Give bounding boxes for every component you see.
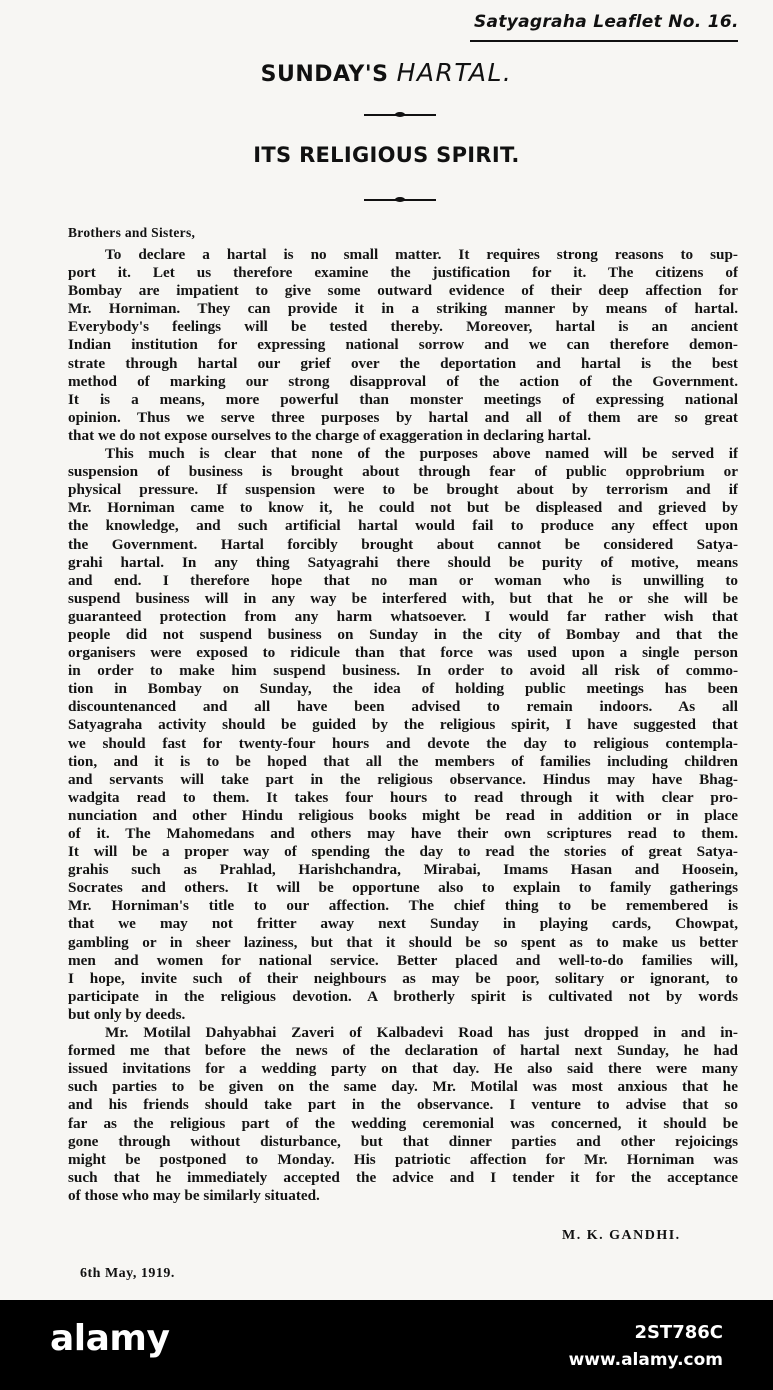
letter-line: far as the religious part of the wedding ceremonial was concerned, it should be [68, 1114, 738, 1132]
letter-line: organisers were exposed to ridicule than that force was used upon a single person [68, 644, 738, 662]
letter-line: but only by deeds. [68, 1005, 186, 1023]
letter-line: the Government. Hartal forcibly brought about cannot be considered Satya- [68, 535, 738, 553]
letter-line: suspension of business is brought about through fear of public opprobrium or [68, 463, 738, 481]
letter-line: strate through hartal our grief over the deportation and hartal is the best [68, 354, 738, 372]
letter-line: Satyagraha activity should be guided by the religious spirit, I have suggested that [68, 716, 738, 734]
letter-line: formed me that before the news of the declaration of hartal next Sunday, he had [68, 1042, 738, 1060]
alamy-logo: alamy [50, 1318, 170, 1359]
letter-line: port it. Let us therefore examine the justification for it. The citizens of [68, 264, 738, 282]
letter-line: gambling or in sheer laziness, but that it should be so spent as to make us better [68, 933, 738, 951]
letter-line: Mr. Horniman. They can provide it in a striking manner by means of hartal. [68, 300, 738, 318]
signature: M. K. GANDHI. [562, 1228, 681, 1243]
letter-line: nunciation and other Hindu religious books might be read in addition or in place [68, 806, 738, 824]
letter-line: in order to make him suspend business. In order to avoid all risk of commo- [68, 662, 738, 680]
letter-line: Everybody's feelings will be tested thereby. Moreover, hartal is an ancient [68, 318, 738, 336]
letter-line: physical pressure. If suspension were to be brought about by terrorism and if [68, 481, 738, 499]
letter-line: and servants will take part in the religious observance. Hindus may have Bhag- [68, 770, 738, 788]
letter-line: we should fast for twenty-four hours and devote the day to religious contempla- [68, 734, 738, 752]
letter-line: grahis such as Prahlad, Harishchandra, Mirabai, Imams Hasan and Hoosein, [68, 861, 738, 879]
letter-line: guaranteed protection from any harm whatsoever. I would far rather wish that [68, 607, 738, 625]
letter-line: It will be a proper way of spending the day to read the stories of great Satya- [68, 843, 738, 861]
letter-line: and end. I therefore hope that no man or woman who is unwilling to [68, 571, 738, 589]
letter-line: suspend business will in any way be interfered with, but that he or she will be [68, 589, 738, 607]
letter-line: men and women for national service. Better placed and well-to-do families will, [68, 951, 738, 969]
letter-line: It is a means, more powerful than monster meetings of expressing national [68, 390, 738, 408]
image-id: 2ST786C [634, 1322, 723, 1343]
letter-line: wadgita read to them. It takes four hours to read through it with clear pro- [68, 788, 738, 806]
letter-line: that we do not expose ourselves to the charge of exaggeration in declaring hartal. [68, 426, 592, 444]
letter-line: participate in the religious devotion. A brotherly spirit is cultivated not by words [68, 987, 738, 1005]
letter-line: Mr. Horniman came to know it, he could not but be displeased and grieved by [68, 499, 738, 517]
letter-line: method of marking our strong disapproval of the action of the Government. [68, 372, 738, 390]
letter-line: might be postponed to Monday. His patriotic affection for Mr. Horniman was [68, 1150, 738, 1168]
watermark-url: www.alamy.com [568, 1350, 723, 1370]
letter-line: gone through without disturbance, but that dinner parties and other rejoicings [68, 1132, 738, 1150]
title-ornament-divider [364, 114, 436, 116]
letter-date: 6th May, 1919. [80, 1266, 175, 1281]
letter-line: such parties to be given on the same day. Mr. Motilal was most anxious that he [68, 1078, 738, 1096]
letter-line: To declare a hartal is no small matter. It requires strong reasons to sup- [105, 246, 738, 263]
letter-line: of those who may be similarly situated. [68, 1186, 320, 1204]
letter-line: I hope, invite such of their neighbours as may be poor, solitary or ignorant, to [68, 969, 738, 987]
letter-line: Bombay are impatient to give some outward evidence of their deep affection for [68, 282, 738, 300]
letter-line: issued invitations for a wedding party on that day. He also said there were many [68, 1060, 738, 1078]
salutation: Brothers and Sisters, [68, 225, 196, 240]
page-subtitle: ITS RELIGIOUS SPIRIT. [253, 143, 520, 167]
leaflet-number-underline [470, 40, 738, 42]
letter-line: grahi hartal. In any thing Satyagrahi there should be purity of motive, means [68, 553, 738, 571]
letter-line: tion, and it is to be hoped that all the members of families including children [68, 752, 738, 770]
letter-line: Mr. Motilal Dahyabhai Zaveri of Kalbadevi Road has just dropped in and in- [105, 1024, 738, 1042]
title-hartal: HARTAL. [396, 58, 513, 87]
letter-line: the knowledge, and such artificial hartal would fail to produce any effect upon [68, 517, 738, 535]
letter-line: opinion. Thus we serve three purposes by hartal and all of them are so great [68, 408, 738, 426]
letter-line: Mr. Horniman's title to our affection. The chief thing to be remembered is [68, 897, 738, 915]
letter-line: and his friends should take part in the observance. I venture to advise that so [68, 1096, 738, 1114]
letter-line: that we may not fritter away next Sunday in playing cards, Chowpat, [68, 915, 738, 933]
letter-body [68, 246, 738, 1205]
letter-line: tion in Bombay on Sunday, the idea of holding public meetings has been [68, 680, 738, 698]
letter-line: of it. The Mahomedans and others may have their own scriptures read to them. [68, 825, 738, 842]
subtitle-ornament-divider [364, 199, 436, 201]
title-lead: SUNDAY'S [260, 62, 389, 87]
letter-line: people did not suspend business on Sunday in the city of Bombay and that the [68, 625, 738, 643]
page-title [0, 58, 773, 87]
letter-line: Indian institution for expressing national sorrow and we can therefore demon- [68, 336, 738, 354]
letter-line: such that he immediately accepted the advice and I tender it for the acceptance [68, 1168, 738, 1186]
letter-line: Socrates and others. It will be opportune also to explain to family gatherings [68, 879, 738, 897]
leaflet-number: Satyagraha Leaflet No. 16. [474, 12, 739, 32]
letter-line: discountenanced and all have been advised to remain indoors. As all [68, 698, 738, 716]
letter-line: This much is clear that none of the purposes above named will be served if [105, 445, 738, 463]
